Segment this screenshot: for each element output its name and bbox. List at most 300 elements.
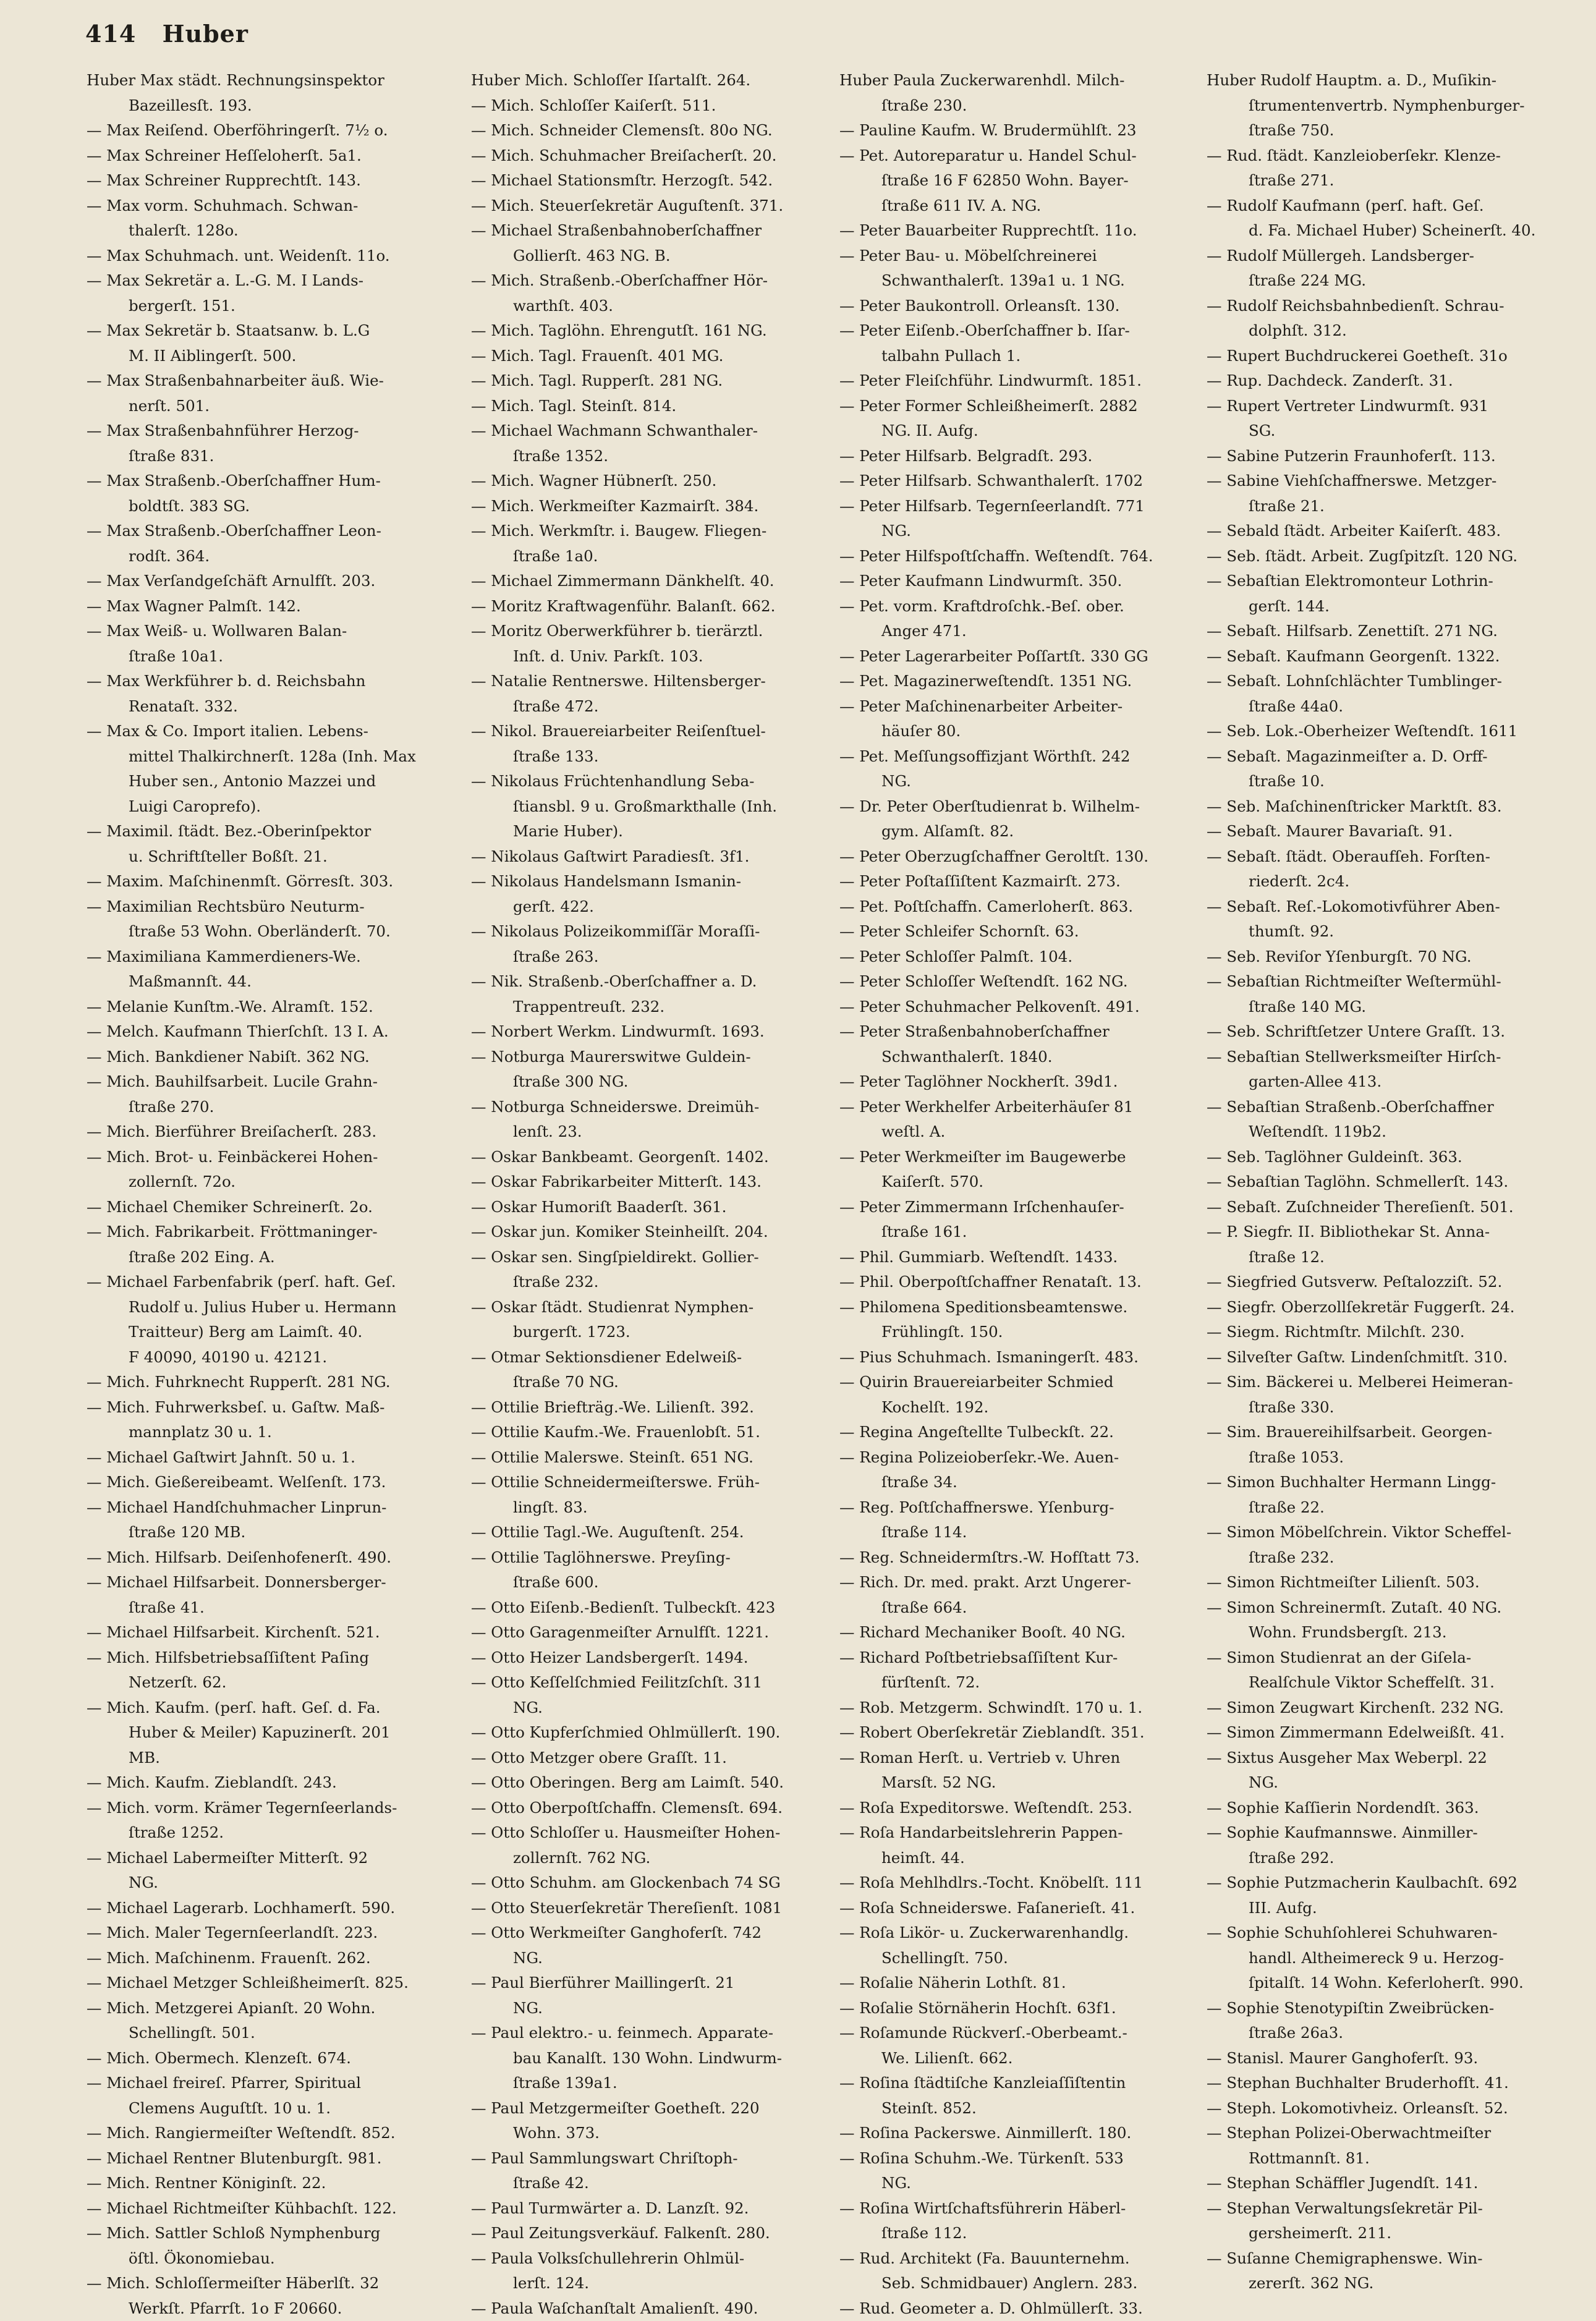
directory-entry-line: — Otto Eiſenb.-Bedienſt. Tulbeckſt. 423 — [471, 1595, 836, 1621]
directory-entry-line: — Otto Metzger obere Graſſt. 11. — [471, 1746, 836, 1771]
directory-entry-line: — Mich. Schneider Clemensſt. 80o NG. — [471, 118, 836, 143]
directory-entry-line: ſtraße 10. — [1207, 769, 1571, 794]
directory-entry-line: — Peter Straßenbahnoberſchaffner — [839, 1019, 1204, 1045]
directory-entry-line: — Sebaſt. ſtädt. Oberaufſeh. Forſten- — [1207, 844, 1571, 870]
directory-entry-line: — Rudolf Reichsbahnbedienſt. Schrau- — [1207, 294, 1571, 319]
directory-entry-line: Maßmannſt. 44. — [87, 969, 451, 995]
directory-entry-line: — Simon Schreinermſt. Zutaſt. 40 NG. — [1207, 1595, 1571, 1621]
directory-entry-line: — Peter Schloſſer Palmſt. 104. — [839, 944, 1204, 970]
directory-entry-line: We. Lilienſt. 662. — [839, 2046, 1204, 2071]
directory-entry-line: — Ottilie Kaufm.-We. Frauenlobſt. 51. — [471, 1420, 836, 1445]
directory-entry-line: — Sebaſt. Zuſchneider Thereſienſt. 501. — [1207, 1195, 1571, 1220]
directory-entry-line: — Sebaſt. Hilfsarb. Zenettiſt. 271 NG. — [1207, 619, 1571, 644]
directory-entry-line: ſtraße 114. — [839, 1520, 1204, 1545]
directory-entry-line: — Pet. Meſſungsoffizjant Wörthſt. 242 — [839, 744, 1204, 770]
directory-entry-line: — Max Weiß- u. Wollwaren Balan- — [87, 619, 451, 644]
directory-entry-line: ſtraße 120 MB. — [87, 1520, 451, 1545]
directory-entry-line: — Michael Hilfsarbeit. Kirchenſt. 521. — [87, 1620, 451, 1645]
directory-entry-line: d. Fa. Michael Huber) Scheinerſt. 40. — [1207, 218, 1571, 244]
directory-entry-line: — Paul Turmwärter a. D. Lanzſt. 92. — [471, 2196, 836, 2221]
directory-entry-line: öſtl. Ökonomiebau. — [87, 2246, 451, 2272]
directory-entry-line: ſtraße 750. — [1207, 118, 1571, 143]
directory-entry-line: — Seb. Taglöhner Guldeinſt. 363. — [1207, 1145, 1571, 1170]
directory-entry-line: — Roſa Likör- u. Zuckerwarenhandlg. — [839, 1920, 1204, 1946]
directory-entry-line: — Otto Schuhm. am Glockenbach 74 SG — [471, 1870, 836, 1896]
directory-entry-line: — Ottilie Taglöhnerswe. Preyſing- — [471, 1545, 836, 1571]
directory-entry-line: Huber & Meiler) Kapuzinerſt. 201 — [87, 1720, 451, 1746]
directory-entry-line: — Max Schreiner Heſſeloherſt. 5a1. — [87, 143, 451, 169]
directory-entry-line: — Rich. Dr. med. prakt. Arzt Ungerer- — [839, 1570, 1204, 1595]
directory-entry-line: Wohn. Frundsbergſt. 213. — [1207, 1620, 1571, 1645]
directory-entry-line: — Sebaſt. Lohnſchlächter Tumblinger- — [1207, 669, 1571, 694]
directory-entry-line: ſtraße 270. — [87, 1095, 451, 1120]
directory-entry-line: zollernſt. 762 NG. — [471, 1846, 836, 1871]
directory-entry-line: — Michael Stationsmſtr. Herzogſt. 542. — [471, 168, 836, 193]
directory-entry-line: Weſtendſt. 119b2. — [1207, 1119, 1571, 1145]
directory-entry-line: nerſt. 501. — [87, 394, 451, 419]
directory-entry-line: — Sophie Kaſſierin Nordendſt. 363. — [1207, 1796, 1571, 1821]
directory-entry-line: — Sebaſt. Reſ.-Lokomotivführer Aben- — [1207, 894, 1571, 920]
directory-entry-line: talbahn Pullach 1. — [839, 344, 1204, 369]
directory-entry-line: ſtiansbl. 9 u. Großmarkthalle (Inh. — [471, 794, 836, 820]
directory-entry-line: lenſt. 23. — [471, 1119, 836, 1145]
directory-entry-line: — Norbert Werkm. Lindwurmſt. 1693. — [471, 1019, 836, 1045]
directory-entry-line: ſtraße 12. — [1207, 1245, 1571, 1270]
directory-entry-line: — Mich. Sattler Schloß Nymphenburg — [87, 2221, 451, 2246]
directory-entry-line: Huber Mich. Schloſſer Iſartalſt. 264. — [471, 68, 836, 93]
directory-entry-line: bergerſt. 151. — [87, 294, 451, 319]
directory-entry-line: Traitteur) Berg am Laimſt. 40. — [87, 1320, 451, 1345]
directory-entry-line: — Regina Polizeioberſekr.-We. Auen- — [839, 1445, 1204, 1470]
directory-entry-line: — Mich. Bauhilfsarbeit. Lucile Grahn- — [87, 1069, 451, 1095]
directory-entry-line: — Philomena Speditionsbeamtenswe. — [839, 1295, 1204, 1320]
directory-column-1 — [87, 68, 451, 2321]
directory-entry-line: — Roſina Wirtſchaftsführerin Häberl- — [839, 2196, 1204, 2221]
directory-entry-line: — Roſa Schneiderswe. Faſanerieſt. 41. — [839, 1896, 1204, 1921]
directory-entry-line: — Peter Schuhmacher Pelkovenſt. 491. — [839, 995, 1204, 1020]
directory-entry-line: — Mich. Rangiermeiſter Weſtendſt. 852. — [87, 2121, 451, 2146]
directory-entry-line: zererſt. 362 NG. — [1207, 2271, 1571, 2296]
directory-entry-line: — Pet. Autoreparatur u. Handel Schul- — [839, 143, 1204, 169]
directory-entry-line: u. Schriftſteller Boßſt. 21. — [87, 844, 451, 870]
directory-entry-line: — Peter Oberzugſchaffner Geroltſt. 130. — [839, 844, 1204, 870]
directory-entry-line: Marie Huber). — [471, 819, 836, 844]
directory-entry-line: — Max Werkführer b. d. Reichsbahn — [87, 669, 451, 694]
directory-entry-line: — Silveſter Gaſtw. Lindenſchmitſt. 310. — [1207, 1345, 1571, 1370]
directory-entry-line: — Otto Oberpoſtſchaffn. Clemensſt. 694. — [471, 1796, 836, 1821]
directory-entry-line: — Max Sekretär b. Staatsanw. b. L.G — [87, 318, 451, 344]
directory-entry-line: — Mich. Hilfsbetriebsaſſiſtent Paſing — [87, 1645, 451, 1671]
directory-entry-line: ſtraße 300 NG. — [471, 1069, 836, 1095]
directory-entry-line: Steinſt. 852. — [839, 2096, 1204, 2121]
directory-entry-line: — Mich. Fabrikarbeit. Fröttmaninger- — [87, 1220, 451, 1245]
directory-entry-line: — Maxim. Maſchinenmſt. Görresſt. 303. — [87, 869, 451, 894]
directory-entry-line: — Oskar Fabrikarbeiter Mitterſt. 143. — [471, 1169, 836, 1195]
directory-entry-line: — Mich. Tagl. Rupperſt. 281 NG. — [471, 368, 836, 394]
directory-entry-line: — Otto Oberingen. Berg am Laimſt. 540. — [471, 1770, 836, 1796]
directory-entry-line: bau Kanalſt. 130 Wohn. Lindwurm- — [471, 2046, 836, 2071]
directory-entry-line: Frühlingſt. 150. — [839, 1320, 1204, 1345]
directory-entry-line: ſtraße 21. — [1207, 494, 1571, 519]
directory-entry-line: — Rud. Architekt (Fa. Bauunternehm. — [839, 2246, 1204, 2272]
directory-entry-line: — Sophie Stenotypiſtin Zweibrücken- — [1207, 1996, 1571, 2021]
directory-entry-line: ſtraße 112. — [839, 2221, 1204, 2246]
directory-entry-line: mannplatz 30 u. 1. — [87, 1420, 451, 1445]
directory-entry-line: — Ottilie Malerswe. Steinſt. 651 NG. — [471, 1445, 836, 1470]
directory-entry-line: Huber Paula Zuckerwarenhdl. Milch- — [839, 68, 1204, 93]
directory-entry-line: riederſt. 2c4. — [1207, 869, 1571, 894]
directory-entry-line: gym. Alſamſt. 82. — [839, 819, 1204, 844]
directory-entry-line: — Pet. Magazinerweſtendſt. 1351 NG. — [839, 669, 1204, 694]
directory-entry-line: — Peter Kaufmann Lindwurmſt. 350. — [839, 569, 1204, 594]
directory-entry-line: — Mich. Werkmſtr. i. Baugew. Fliegen- — [471, 519, 836, 544]
directory-entry-line: — Roſina Packerswe. Ainmillerſt. 180. — [839, 2121, 1204, 2146]
directory-entry-line: NG. — [87, 1870, 451, 1896]
directory-entry-line: — Peter Schleifer Schornſt. 63. — [839, 919, 1204, 944]
directory-entry-line: — Roſa Handarbeitslehrerin Pappen- — [839, 1820, 1204, 1846]
directory-entry-line: Schellingſt. 750. — [839, 1946, 1204, 1971]
directory-entry-line: — Peter Former Schleißheimerſt. 2882 — [839, 394, 1204, 419]
directory-entry-line: — Simon Richtmeiſter Lilienſt. 503. — [1207, 1570, 1571, 1595]
directory-entry-line: — Melanie Kunſtm.-We. Alramſt. 152. — [87, 995, 451, 1020]
directory-entry-line: — Peter Werkhelfer Arbeiterhäuſer 81 — [839, 1095, 1204, 1120]
directory-entry-line: — Mich. Maler Tegernſeerlandſt. 223. — [87, 1920, 451, 1946]
directory-entry-line: ſtraße 664. — [839, 1595, 1204, 1621]
directory-entry-line: — Pet. vorm. Kraftdroſchk.-Beſ. ober. — [839, 594, 1204, 619]
directory-entry-line: — Mich. Schloſſermeiſter Häberlſt. 32 — [87, 2271, 451, 2296]
directory-entry-line: — Otto Heizer Landsbergerſt. 1494. — [471, 1645, 836, 1671]
directory-entry-line: — Simon Zeugwart Kirchenſt. 232 NG. — [1207, 1695, 1571, 1721]
directory-entry-line: Schwanthalerſt. 1840. — [839, 1045, 1204, 1070]
directory-entry-line: ſtraße 53 Wohn. Oberländerſt. 70. — [87, 919, 451, 944]
directory-entry-line: ſtraße 42. — [471, 2171, 836, 2196]
directory-entry-line: — Nikol. Brauereiarbeiter Reiſenſtuel- — [471, 719, 836, 744]
directory-entry-line: — Mich. Bankdiener Nabiſt. 362 NG. — [87, 1045, 451, 1070]
directory-entry-line: — Stephan Polizei-Oberwachtmeiſter — [1207, 2121, 1571, 2146]
directory-entry-line: Trappentreuſt. 232. — [471, 995, 836, 1020]
directory-entry-line: — Mich. Hilfsarb. Deiſenhofenerſt. 490. — [87, 1545, 451, 1571]
directory-entry-line: — Michael Handſchuhmacher Linprun- — [87, 1495, 451, 1521]
directory-entry-line: ſtraße 271. — [1207, 168, 1571, 193]
directory-column-2 — [471, 68, 836, 2321]
directory-entry-line: — Nik. Straßenb.-Oberſchaffner a. D. — [471, 969, 836, 995]
directory-entry-line: — Oskar jun. Komiker Steinheilſt. 204. — [471, 1220, 836, 1245]
directory-entry-line: — Peter Hilfsarb. Schwanthalerſt. 1702 — [839, 469, 1204, 494]
directory-entry-line: NG. — [839, 519, 1204, 544]
directory-entry-line: — Sophie Putzmacherin Kaulbachſt. 692 — [1207, 1870, 1571, 1896]
directory-entry-line: — Siegfr. Oberzollſekretär Fuggerſt. 24. — [1207, 1295, 1571, 1320]
directory-entry-line: — Peter Hilfspoſtſchaffn. Weſtendſt. 764. — [839, 544, 1204, 569]
directory-entry-line: — Regina Angeſtellte Tulbeckſt. 22. — [839, 1420, 1204, 1445]
directory-entry-line: garten-Allee 413. — [1207, 1069, 1571, 1095]
directory-entry-line: — Rudolf Müllergeh. Landsberger- — [1207, 244, 1571, 269]
directory-entry-line: — Otto Kupferſchmied Ohlmüllerſt. 190. — [471, 1720, 836, 1746]
directory-entry-line: — Peter Poſtaſſiſtent Kazmairſt. 273. — [839, 869, 1204, 894]
directory-entry-line: — Paula Volksſchullehrerin Ohlmül- — [471, 2246, 836, 2272]
directory-entry-line: ſtraße 133. — [471, 744, 836, 770]
directory-entry-line: — Siegfried Gutsverw. Peſtalozziſt. 52. — [1207, 1270, 1571, 1295]
directory-entry-line: — Mich. Taglöhn. Ehrengutſt. 161 NG. — [471, 318, 836, 344]
directory-entry-line: — Otto Garagenmeiſter Arnulfſt. 1221. — [471, 1620, 836, 1645]
directory-entry-line: — Mich. Kaufm. (perſ. haft. Geſ. d. Fa. — [87, 1695, 451, 1721]
directory-entry-line: — Sebaſtian Elektromonteur Lothrin- — [1207, 569, 1571, 594]
directory-entry-line: — Rob. Metzgerm. Schwindſt. 170 u. 1. — [839, 1695, 1204, 1721]
directory-entry-line: — P. Siegfr. II. Bibliothekar St. Anna- — [1207, 1220, 1571, 1245]
directory-entry-line: Kaiſerſt. 570. — [839, 1169, 1204, 1195]
directory-entry-line: ſtraße 22. — [1207, 1495, 1571, 1521]
directory-entry-line: — Mich. Rentner Königinſt. 22. — [87, 2171, 451, 2196]
directory-entry-line: — Sophie Kaufmannswe. Ainmiller- — [1207, 1820, 1571, 1846]
directory-entry-line: — Mich. Obermech. Klenzeſt. 674. — [87, 2046, 451, 2071]
directory-entry-line: ſtraße 41. — [87, 1595, 451, 1621]
directory-entry-line: ſtraße 263. — [471, 944, 836, 970]
page-number: 414 — [85, 20, 136, 48]
directory-entry-line: Rudolf u. Julius Huber u. Hermann — [87, 1295, 451, 1320]
directory-entry-line: — Sebaſtian Richtmeiſter Weſtermühl- — [1207, 969, 1571, 995]
directory-entry-line: NG. — [839, 769, 1204, 794]
page-header — [85, 20, 266, 48]
directory-entry-line: — Roſina Schuhm.-We. Türkenſt. 533 — [839, 2146, 1204, 2171]
directory-entry-line: ſtraße 140 MG. — [1207, 995, 1571, 1020]
directory-entry-line: — Nikolaus Früchtenhandlung Seba- — [471, 769, 836, 794]
directory-entry-line: — Roſa Mehlhdlrs.-Tocht. Knöbelſt. 111 — [839, 1870, 1204, 1896]
directory-entry-line: — Moritz Kraftwagenführ. Balanſt. 662. — [471, 594, 836, 619]
directory-entry-line: — Reg. Poſtſchaffnerswe. Yſenburg- — [839, 1495, 1204, 1521]
directory-entry-line: — Michael Farbenfabrik (perſ. haft. Geſ. — [87, 1270, 451, 1295]
directory-entry-line: — Mich. Bierführer Breiſacherſt. 283. — [87, 1119, 451, 1145]
directory-entry-line: — Michael Wachmann Schwanthaler- — [471, 418, 836, 444]
directory-entry-line: — Stanisl. Maurer Ganghoferſt. 93. — [1207, 2046, 1571, 2071]
directory-entry-line: Inſt. d. Univ. Parkſt. 103. — [471, 644, 836, 669]
directory-entry-line: — Mich. Straßenb.-Oberſchaffner Hör- — [471, 268, 836, 294]
directory-entry-line: — Seb. Lok.-Oberheizer Weſtendſt. 1611 — [1207, 719, 1571, 744]
directory-entry-line: — Mich. Schloſſer Kaiſerſt. 511. — [471, 93, 836, 119]
directory-entry-line: mittel Thalkirchnerſt. 128a (Inh. Max — [87, 744, 451, 770]
directory-entry-line: — Michael Lagerarb. Lochhamerſt. 590. — [87, 1896, 451, 1921]
directory-entry-line: — Otto Schloſſer u. Hausmeiſter Hohen- — [471, 1820, 836, 1846]
directory-entry-line: — Seb. Reviſor Yſenburgſt. 70 NG. — [1207, 944, 1571, 970]
directory-entry-line: ſtraße 224 MG. — [1207, 268, 1571, 294]
directory-entry-line: — Stephan Verwaltungsſekretär Pil- — [1207, 2196, 1571, 2221]
directory-entry-line: ſtraße 232. — [471, 1270, 836, 1295]
directory-entry-line: fürſtenſt. 72. — [839, 1670, 1204, 1695]
directory-entry-line: — Max vorm. Schuhmach. Schwan- — [87, 193, 451, 219]
directory-entry-line: — Mich. Metzgerei Apianſt. 20 Wohn. — [87, 1996, 451, 2021]
directory-entry-line: — Mich. Schuhmacher Breiſacherſt. 20. — [471, 143, 836, 169]
directory-entry-line: — Max Wagner Palmſt. 142. — [87, 594, 451, 619]
directory-entry-line: — Pius Schuhmach. Ismaningerſt. 483. — [839, 1345, 1204, 1370]
directory-entry-line: MB. — [87, 1746, 451, 1771]
directory-entry-line: — Max & Co. Import italien. Lebens- — [87, 719, 451, 744]
directory-entry-line: SG. — [1207, 418, 1571, 444]
directory-entry-line: Kochelſt. 192. — [839, 1395, 1204, 1420]
directory-entry-line: — Simon Zimmermann Edelweißſt. 41. — [1207, 1720, 1571, 1746]
directory-entry-line: — Sebaſtian Stellwerksmeiſter Hirſch- — [1207, 1045, 1571, 1070]
directory-entry-line: — Maximiliana Kammerdieners-We. — [87, 944, 451, 970]
directory-entry-line: — Mich. Gießereibeamt. Welſenſt. 173. — [87, 1470, 451, 1495]
directory-entry-line: ſtraße 600. — [471, 1570, 836, 1595]
directory-entry-line: — Otto Werkmeiſter Ganghoferſt. 742 — [471, 1920, 836, 1946]
directory-entry-line: — Seb. Schriftſetzer Untere Graſſt. 13. — [1207, 1019, 1571, 1045]
directory-entry-line: — Notburga Schneiderswe. Dreimüh- — [471, 1095, 836, 1120]
directory-entry-line: Huber Rudolf Hauptm. a. D., Muſikin- — [1207, 68, 1571, 93]
directory-entry-line: dolphſt. 312. — [1207, 318, 1571, 344]
directory-entry-line: — Max Sekretär a. L.-G. M. I Lands- — [87, 268, 451, 294]
directory-entry-line: Huber sen., Antonio Mazzei und — [87, 769, 451, 794]
directory-entry-line: — Peter Lagerarbeiter Poſſartſt. 330 GG — [839, 644, 1204, 669]
directory-entry-line: ſtraße 230. — [839, 93, 1204, 119]
directory-entry-line: — Nikolaus Polizeikommiſſär Moraſſi- — [471, 919, 836, 944]
directory-entry-line: — Michael Chemiker Schreinerſt. 2o. — [87, 1195, 451, 1220]
directory-entry-line: — Oskar Humoriſt Baaderſt. 361. — [471, 1195, 836, 1220]
directory-entry-line: — Pet. Poſtſchaffn. Camerloherſt. 863. — [839, 894, 1204, 920]
directory-entry-line: ſtraße 1352. — [471, 444, 836, 469]
directory-entry-line: — Stephan Schäffler Jugendſt. 141. — [1207, 2171, 1571, 2196]
directory-entry-line: ſtrumentenvertrb. Nymphenburger- — [1207, 93, 1571, 119]
directory-entry-line: Seb. Schmidbauer) Anglern. 283. — [839, 2271, 1204, 2296]
directory-entry-line: — Oskar sen. Singſpieldirekt. Gollier- — [471, 1245, 836, 1270]
directory-entry-line: — Michael Rentner Blutenburgſt. 981. — [87, 2146, 451, 2171]
directory-entry-line: Renataſt. 332. — [87, 694, 451, 719]
directory-entry-line: — Sabine Putzerin Fraunhoferſt. 113. — [1207, 444, 1571, 469]
directory-entry-line: ſtraße 1252. — [87, 1820, 451, 1846]
directory-entry-line: — Roſamunde Rückverſ.-Oberbeamt.- — [839, 2021, 1204, 2046]
directory-entry-line: — Melch. Kaufmann Thierſchſt. 13 I. A. — [87, 1019, 451, 1045]
directory-entry-line: — Simon Studienrat an der Giſela- — [1207, 1645, 1571, 1671]
directory-entry-line: heimſt. 44. — [839, 1846, 1204, 1871]
directory-entry-line: thumſt. 92. — [1207, 919, 1571, 944]
directory-entry-line: NG. — [471, 1946, 836, 1971]
directory-entry-line: — Roſalie Näherin Lothſt. 81. — [839, 1971, 1204, 1996]
running-title: Huber — [163, 20, 248, 48]
directory-entry-line: Luigi Caroprefo). — [87, 794, 451, 820]
directory-entry-line: — Roſalie Störnäherin Hochſt. 63f1. — [839, 1996, 1204, 2021]
directory-entry-line: NG. II. Aufg. — [839, 418, 1204, 444]
directory-entry-line: — Mich. Kaufm. Zieblandſt. 243. — [87, 1770, 451, 1796]
directory-entry-line: — Pauline Kaufm. W. Brudermühlſt. 23 — [839, 118, 1204, 143]
directory-entry-line: — Maximil. ſtädt. Bez.-Oberinſpektor — [87, 819, 451, 844]
directory-entry-line: — Peter Zimmermann Irſchenhauſer- — [839, 1195, 1204, 1220]
directory-entry-line: Realſchule Viktor Scheffelſt. 31. — [1207, 1670, 1571, 1695]
directory-entry-line: — Michael Gaſtwirt Jahnſt. 50 u. 1. — [87, 1445, 451, 1470]
directory-entry-line: — Michael freireſ. Pfarrer, Spiritual — [87, 2071, 451, 2096]
directory-entry-line: — Sim. Brauereihilfsarbeit. Georgen- — [1207, 1420, 1571, 1445]
directory-entry-line: — Mich. Werkmeiſter Kazmairſt. 384. — [471, 494, 836, 519]
directory-entry-line: ſpitalſt. 14 Wohn. Keferloherſt. 990. — [1207, 1971, 1571, 1996]
directory-entry-line: — Peter Maſchinenarbeiter Arbeiter- — [839, 694, 1204, 719]
directory-entry-line: III. Aufg. — [1207, 1896, 1571, 1921]
directory-entry-line: — Seb. Maſchinenſtricker Marktſt. 83. — [1207, 794, 1571, 820]
directory-entry-line: — Sim. Bäckerei u. Melberei Heimeran- — [1207, 1370, 1571, 1395]
directory-entry-line: — Max Schreiner Rupprechtſt. 143. — [87, 168, 451, 193]
directory-entry-line: — Seb. ſtädt. Arbeit. Zugſpitzſt. 120 NG. — [1207, 544, 1571, 569]
directory-entry-line: — Michael Hilfsarbeit. Donnersberger- — [87, 1570, 451, 1595]
directory-entry-line: — Michael Straßenbahnoberſchaffner — [471, 218, 836, 244]
directory-entry-line: — Rup. Dachdeck. Zanderſt. 31. — [1207, 368, 1571, 394]
directory-entry-line: ſtraße 611 IV. A. NG. — [839, 193, 1204, 219]
directory-entry-line: — Dr. Peter Oberſtudienrat b. Wilhelm- — [839, 794, 1204, 820]
directory-entry-line: — Simon Buchhalter Hermann Lingg- — [1207, 1470, 1571, 1495]
directory-entry-line: — Mich. Tagl. Steinſt. 814. — [471, 394, 836, 419]
directory-entry-line: — Mich. Brot- u. Feinbäckerei Hohen- — [87, 1145, 451, 1170]
directory-entry-line: — Robert Oberſekretär Zieblandſt. 351. — [839, 1720, 1204, 1746]
directory-entry-line: — Oskar ſtädt. Studienrat Nymphen- — [471, 1295, 836, 1320]
directory-entry-line: — Natalie Rentnerswe. Hiltensberger- — [471, 669, 836, 694]
directory-entry-line: — Peter Eiſenb.-Oberſchaffner b. Iſar- — [839, 318, 1204, 344]
directory-entry-line: — Peter Bauarbeiter Rupprechtſt. 11o. — [839, 218, 1204, 244]
directory-entry-line: — Paul Metzgermeiſter Goetheſt. 220 — [471, 2096, 836, 2121]
directory-entry-line: Netzerſt. 62. — [87, 1670, 451, 1695]
directory-entry-line: Wohn. 373. — [471, 2121, 836, 2146]
directory-entry-line: — Simon Möbelſchrein. Viktor Scheffel- — [1207, 1520, 1571, 1545]
directory-entry-line: — Ottilie Schneidermeiſterswe. Früh- — [471, 1470, 836, 1495]
directory-entry-line: warthſt. 403. — [471, 294, 836, 319]
directory-entry-line: — Mich. Fuhrknecht Rupperſt. 281 NG. — [87, 1370, 451, 1395]
directory-entry-line: — Sixtus Ausgeher Max Weberpl. 22 — [1207, 1746, 1571, 1771]
directory-entry-line: ſtraße 202 Eing. A. — [87, 1245, 451, 1270]
directory-entry-line: — Richard Mechaniker Booſt. 40 NG. — [839, 1620, 1204, 1645]
directory-entry-line: Werkſt. Pfarrſt. 1o F 20660. — [87, 2296, 451, 2321]
directory-entry-line: — Nikolaus Gaſtwirt Paradiesſt. 3f1. — [471, 844, 836, 870]
directory-entry-line: — Steph. Lokomotivheiz. Orleansſt. 52. — [1207, 2096, 1571, 2121]
directory-entry-line: — Roſa Expeditorswe. Weſtendſt. 253. — [839, 1796, 1204, 1821]
directory-entry-line: — Max Straßenb.-Oberſchaffner Leon- — [87, 519, 451, 544]
directory-entry-line: Gollierſt. 463 NG. B. — [471, 244, 836, 269]
directory-entry-line: — Mich. vorm. Krämer Tegernſeerlands- — [87, 1796, 451, 1821]
directory-column-4 — [1207, 68, 1571, 2296]
directory-entry-line: NG. — [1207, 1770, 1571, 1796]
directory-entry-line: thalerſt. 128o. — [87, 218, 451, 244]
directory-entry-line: burgerſt. 1723. — [471, 1320, 836, 1345]
directory-entry-line: — Paul Bierführer Maillingerſt. 21 — [471, 1971, 836, 1996]
directory-entry-line: — Stephan Buchhalter Bruderhofſt. 41. — [1207, 2071, 1571, 2096]
directory-entry-line: — Phil. Oberpoſtſchaffner Renataſt. 13. — [839, 1270, 1204, 1295]
directory-entry-line: — Nikolaus Handelsmann Ismanin- — [471, 869, 836, 894]
directory-entry-line: ſtraße 44a0. — [1207, 694, 1571, 719]
directory-entry-line: — Mich. Wagner Hübnerſt. 250. — [471, 469, 836, 494]
directory-entry-line: — Maximilian Rechtsbüro Neuturm- — [87, 894, 451, 920]
directory-entry-line: — Quirin Brauereiarbeiter Schmied — [839, 1370, 1204, 1395]
directory-entry-line: — Michael Richtmeiſter Kühbachſt. 122. — [87, 2196, 451, 2221]
directory-entry-line: — Rudolf Kaufmann (perſ. haft. Geſ. — [1207, 193, 1571, 219]
directory-entry-line: Clemens Auguſtſt. 10 u. 1. — [87, 2096, 451, 2121]
directory-entry-line: — Mich. Maſchinenm. Frauenſt. 262. — [87, 1946, 451, 1971]
directory-entry-line: lingſt. 83. — [471, 1495, 836, 1521]
directory-entry-line: Anger 471. — [839, 619, 1204, 644]
directory-entry-line: — Michael Labermeiſter Mitterſt. 92 — [87, 1846, 451, 1871]
directory-entry-line: — Peter Schloſſer Weſtendſt. 162 NG. — [839, 969, 1204, 995]
directory-entry-line: — Max Verſandgeſchäft Arnulfſt. 203. — [87, 569, 451, 594]
directory-entry-line: gersheimerſt. 211. — [1207, 2221, 1571, 2246]
directory-entry-line: ſtraße 1053. — [1207, 1445, 1571, 1470]
directory-entry-line: — Paul elektro.- u. feinmech. Apparate- — [471, 2021, 836, 2046]
directory-entry-line: Schellingſt. 501. — [87, 2021, 451, 2046]
directory-entry-line: — Peter Fleiſchführ. Lindwurmſt. 1851. — [839, 368, 1204, 394]
directory-entry-line: — Sabine Viehſchaffnerswe. Metzger- — [1207, 469, 1571, 494]
directory-entry-line: — Peter Hilfsarb. Tegernſeerlandſt. 771 — [839, 494, 1204, 519]
directory-entry-line: — Sophie Schuhſohlerei Schuhwaren- — [1207, 1920, 1571, 1946]
directory-entry-line: — Mich. Steuerſekretär Auguſtenſt. 371. — [471, 193, 836, 219]
directory-entry-line: — Sebaſtian Straßenb.-Oberſchaffner — [1207, 1095, 1571, 1120]
directory-entry-line: — Sebald ſtädt. Arbeiter Kaiſerſt. 483. — [1207, 519, 1571, 544]
directory-entry-line: gerſt. 144. — [1207, 594, 1571, 619]
directory-entry-line: ſtraße 292. — [1207, 1846, 1571, 1871]
directory-entry-line: — Sebaſt. Magazinmeiſter a. D. Orff- — [1207, 744, 1571, 770]
directory-entry-line: boldtſt. 383 SG. — [87, 494, 451, 519]
directory-entry-line: gerſt. 422. — [471, 894, 836, 920]
directory-entry-line: — Peter Werkmeiſter im Baugewerbe — [839, 1145, 1204, 1170]
directory-entry-line: ſtraße 70 NG. — [471, 1370, 836, 1395]
